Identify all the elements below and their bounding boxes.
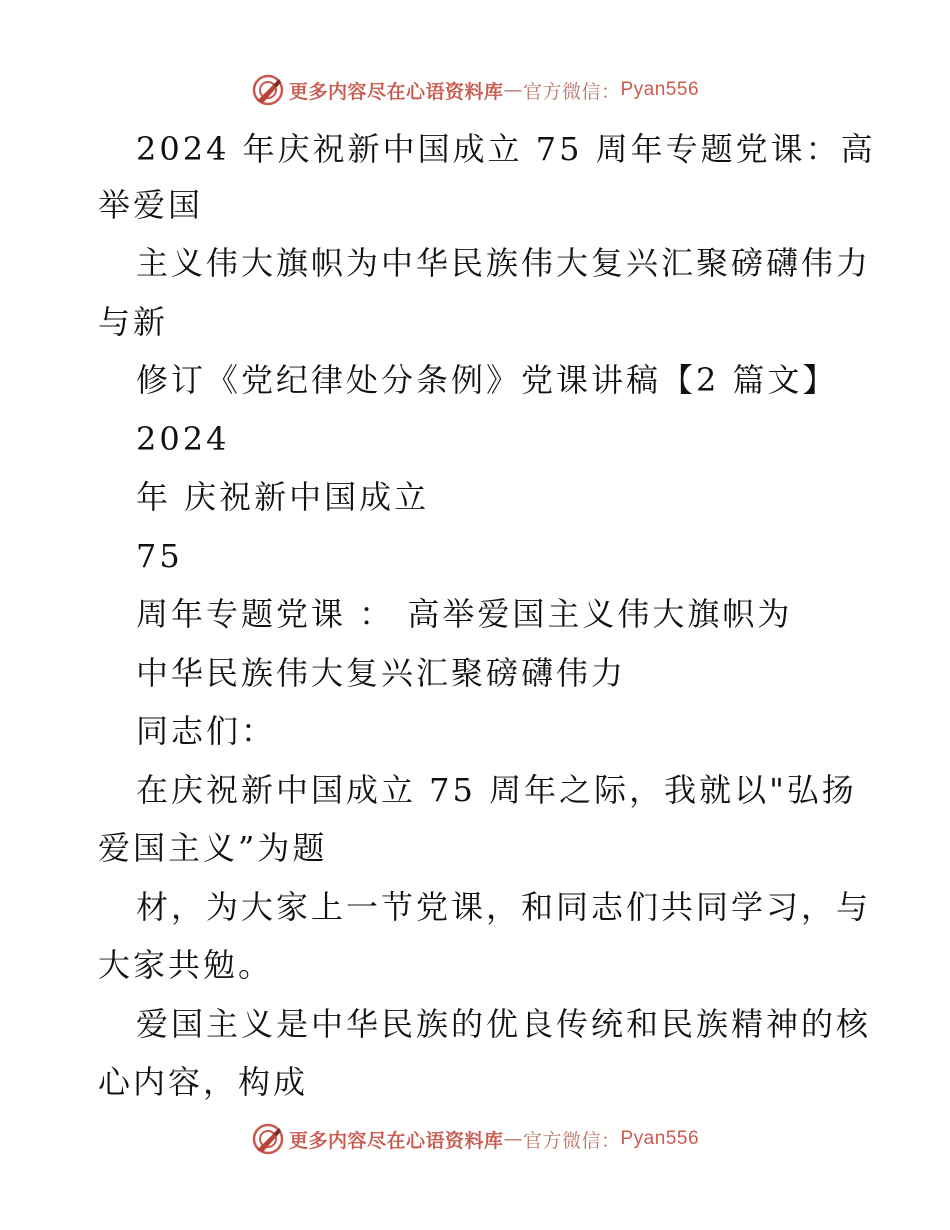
title-line-2: 举爱国: [98, 186, 204, 224]
title-line-3: 主义伟大旗帜为中华民族伟大复兴汇聚磅礴伟力: [136, 244, 872, 282]
watermark-separator: —: [503, 1128, 523, 1150]
title-line-4: 与新: [98, 303, 169, 341]
salutation: 同志们：: [136, 712, 277, 750]
watermark-brand: 更多内容尽在心语资料库: [288, 80, 504, 103]
watermark-handle: Pyan556: [620, 79, 700, 100]
footer-watermark: [0, 1119, 950, 1159]
watermark-wechat-label: 官方微信：: [522, 1129, 621, 1152]
watermark-separator: —: [503, 79, 523, 101]
body-line-rejuvenation: 中华民族伟大复兴汇聚磅礴伟力: [136, 654, 627, 692]
body-line-lesson-title: 周年专题党课 ： 高举爱国主义伟大旗帜为: [136, 595, 793, 633]
watermark-brand: 更多内容尽在心语资料库: [288, 1129, 504, 1152]
watermark-wechat-label: 官方微信：: [522, 80, 621, 103]
pen-logo-icon: [251, 1122, 285, 1156]
body-line-celebrate: 年 庆祝新中国成立: [136, 478, 430, 516]
pen-logo-icon: [251, 73, 285, 107]
watermark-handle: Pyan556: [620, 1128, 700, 1149]
header-watermark: [0, 70, 950, 110]
paragraph-2-line-1: 爱国主义是中华民族的优良传统和民族精神的核: [136, 1005, 872, 1043]
title-line-5: 修订《党纪律处分条例》党课讲稿【2 篇文】: [136, 361, 838, 399]
paragraph-2-line-2: 心内容，构成: [98, 1063, 309, 1101]
title-line-1: 2024 年庆祝新中国成立 75 周年专题党课：高: [136, 130, 876, 168]
body-line-75: 75: [136, 537, 183, 575]
paragraph-1-line-4: 大家共勉。: [98, 946, 274, 984]
paragraph-1-line-1: 在庆祝新中国成立 75 周年之际，我就以"弘扬: [136, 771, 857, 809]
paragraph-1-line-2: 爱国主义”为题: [98, 829, 328, 867]
paragraph-1-line-3: 材，为大家上一节党课，和同志们共同学习，与: [136, 888, 872, 926]
body-line-year: 2024: [136, 420, 230, 458]
